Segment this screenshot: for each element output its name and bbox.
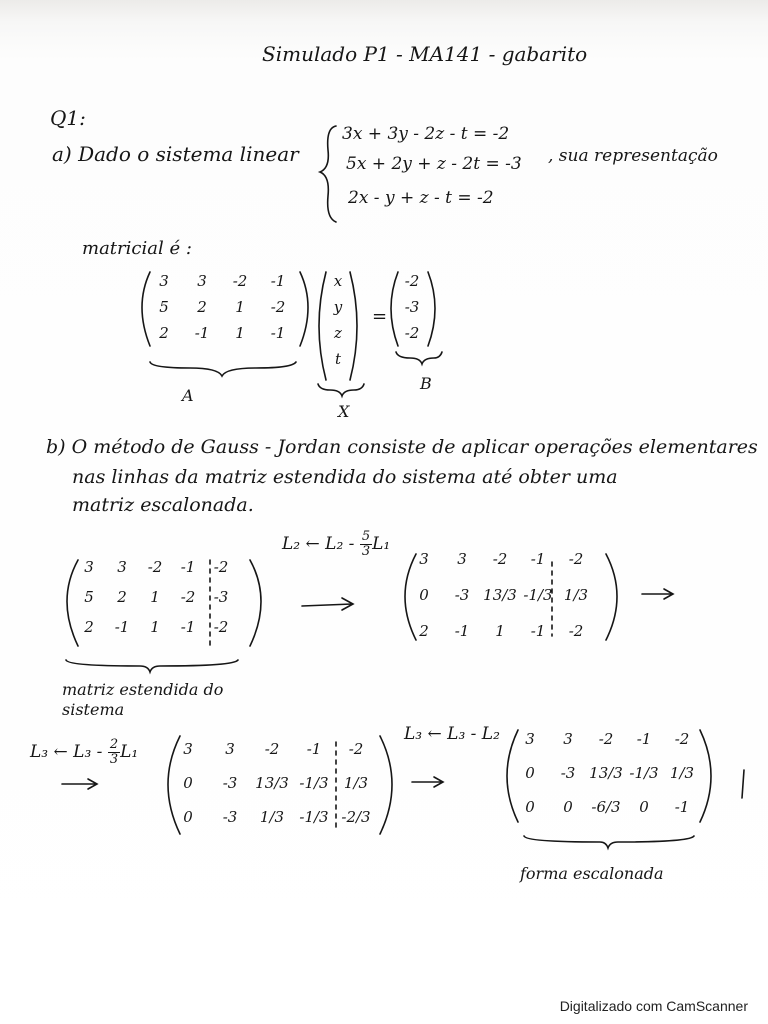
label-b: B [420, 374, 432, 393]
M4-cell-1-3: -1/3 [629, 764, 659, 782]
M2-cell-2-2: 1 [495, 622, 505, 640]
matA-cell-2-1: -1 [194, 324, 210, 342]
op2-num: 2 [109, 737, 119, 752]
label-x: X [338, 402, 350, 421]
M3-cell-0-4: -2 [348, 740, 364, 758]
M4-cell-0-1: 3 [563, 730, 573, 748]
scanner-footer: Digitalizado com CamScanner [559, 998, 748, 1014]
M1-cell-2-1: -1 [114, 618, 130, 636]
M2-cell-0-4: -2 [568, 550, 584, 568]
M2-cell-1-1: -3 [454, 586, 470, 604]
M4-cell-1-4: 1/3 [669, 764, 695, 782]
M1-cell-1-0: 5 [84, 588, 94, 606]
M3-cell-1-1: -3 [222, 774, 238, 792]
matrix-a-left-bracket [142, 272, 150, 346]
M4-cell-2-2: -6/3 [591, 798, 621, 816]
M3-cell-2-3: -1/3 [299, 808, 329, 826]
M1-cell-1-3: -2 [180, 588, 196, 606]
M4-cell-2-3: 0 [639, 798, 649, 816]
M3-cell-1-3: -1/3 [299, 774, 329, 792]
row-operation-3: L₃ ← L₃ - L₂ [404, 724, 500, 744]
M2-cell-2-1: -1 [454, 622, 470, 640]
matA-cell-0-3: -1 [270, 272, 286, 290]
matA-cell-1-1: 2 [197, 298, 207, 316]
page-title: Simulado P1 - MA141 - gabarito [262, 42, 588, 66]
vector-x-right-bracket [350, 272, 357, 380]
M3-cell-1-4: 1/3 [343, 774, 369, 792]
m1-left-bracket [67, 560, 78, 646]
M1-cell-2-4: -2 [213, 618, 229, 636]
M4-cell-0-4: -2 [674, 730, 690, 748]
M2-cell-0-2: -2 [492, 550, 508, 568]
M4-cell-1-2: 13/3 [589, 764, 623, 782]
M1-cell-0-2: -2 [147, 558, 163, 576]
m2-right-bracket [606, 554, 617, 640]
arrow-2 [642, 589, 673, 599]
M3-cell-0-0: 3 [183, 740, 193, 758]
m4-left-bracket [507, 730, 518, 822]
M2-cell-1-2: 13/3 [483, 586, 517, 604]
M1-cell-2-0: 2 [84, 618, 94, 636]
M4-cell-2-0: 0 [525, 798, 535, 816]
m4-right-bracket [700, 730, 711, 822]
equation-1: 3x + 3y - 2z - t = -2 [342, 124, 510, 144]
M3-cell-2-0: 0 [183, 808, 193, 826]
matA-cell-0-0: 3 [159, 272, 169, 290]
vecB-entry-1: -3 [404, 298, 420, 316]
matA-cell-1-0: 5 [159, 298, 169, 316]
matricial-label: matricial é : [82, 238, 192, 259]
vector-x-left-bracket [319, 272, 326, 380]
m1-right-bracket [250, 560, 261, 646]
part-b-line-1: b) O método de Gauss - Jordan consiste de aplicar operações elementares [46, 436, 758, 458]
vector-b-left-bracket [391, 272, 398, 346]
op1-den: 3 [361, 544, 371, 559]
m3-left-bracket [168, 736, 180, 834]
M3-cell-0-3: -1 [306, 740, 322, 758]
M1-cell-0-0: 3 [84, 558, 94, 576]
M2-cell-0-1: 3 [457, 550, 467, 568]
M4-cell-1-0: 0 [525, 764, 535, 782]
M3-cell-2-4: -2/3 [341, 808, 371, 826]
op1-text: L₂ ← L₂ - [282, 534, 360, 554]
M1-cell-2-2: 1 [150, 618, 160, 636]
arrow-3 [62, 779, 97, 789]
M3-cell-0-1: 3 [225, 740, 235, 758]
op2-end: L₁ [120, 742, 139, 762]
op1-num: 5 [361, 529, 371, 544]
M4-cell-0-3: -1 [636, 730, 652, 748]
M4-cell-0-0: 3 [525, 730, 535, 748]
M2-cell-2-0: 2 [419, 622, 429, 640]
vecX-entry-1: y [333, 298, 343, 316]
matA-cell-1-3: -2 [270, 298, 286, 316]
M1-cell-1-2: 1 [150, 588, 160, 606]
M1-cell-0-1: 3 [117, 558, 127, 576]
underbrace-x [318, 384, 364, 396]
underbrace-m4 [524, 836, 694, 848]
m3-right-bracket [380, 736, 392, 834]
M1-cell-2-3: -1 [180, 618, 196, 636]
part-b-line-3: matriz escalonada. [72, 494, 254, 516]
m2-left-bracket [405, 554, 416, 640]
vecX-entry-3: t [334, 350, 342, 368]
M4-cell-1-1: -3 [560, 764, 576, 782]
vector-b-right-bracket [428, 272, 435, 346]
label-echelon-form: forma escalonada [520, 864, 664, 883]
M4-cell-2-1: 0 [563, 798, 573, 816]
equation-3: 2x - y + z - t = -2 [348, 188, 494, 208]
M3-cell-0-2: -2 [264, 740, 280, 758]
M4-cell-2-4: -1 [674, 798, 690, 816]
vecX-entry-2: z [334, 324, 342, 342]
M3-cell-1-0: 0 [183, 774, 193, 792]
vecB-entry-0: -2 [404, 272, 420, 290]
question-label: Q1: [50, 106, 86, 130]
M2-cell-2-4: -2 [568, 622, 584, 640]
matA-cell-2-2: 1 [235, 324, 245, 342]
underbrace-m1 [66, 660, 238, 672]
M2-cell-0-0: 3 [419, 550, 429, 568]
matrix-a-right-bracket [300, 272, 308, 346]
M2-cell-1-3: -1/3 [523, 586, 553, 604]
M1-cell-1-1: 2 [117, 588, 127, 606]
underbrace-b [396, 352, 442, 364]
equation-2: 5x + 2y + z - 2t = -3 [346, 154, 522, 174]
M3-cell-2-1: -3 [222, 808, 238, 826]
matA-cell-0-2: -2 [232, 272, 248, 290]
matA-cell-2-0: 2 [159, 324, 169, 342]
M2-cell-0-3: -1 [530, 550, 546, 568]
margin-mark [742, 770, 744, 798]
op2-den: 3 [109, 752, 119, 767]
part-b-line-2: nas linhas da matriz estendida do sistema até obter uma [72, 466, 618, 488]
M1-cell-1-4: -3 [213, 588, 229, 606]
M1-cell-0-3: -1 [180, 558, 196, 576]
matA-cell-1-2: 1 [235, 298, 245, 316]
M2-cell-1-0: 0 [419, 586, 429, 604]
M2-cell-2-3: -1 [530, 622, 546, 640]
vecB-entry-2: -2 [404, 324, 420, 342]
equals-sign: = [372, 306, 388, 327]
M1-cell-0-4: -2 [213, 558, 229, 576]
M3-cell-2-2: 1/3 [259, 808, 285, 826]
part-a-intro: a) Dado o sistema linear [52, 142, 299, 166]
vecX-entry-0: x [333, 272, 343, 290]
M4-cell-0-2: -2 [598, 730, 614, 748]
M3-cell-1-2: 13/3 [255, 774, 289, 792]
label-extended-matrix: matriz estendida do sistema [62, 680, 224, 719]
part-a-tail: , sua representação [548, 146, 718, 166]
M2-cell-1-4: 1/3 [563, 586, 589, 604]
arrow-4 [412, 777, 443, 787]
op1-end: L₁ [372, 534, 391, 554]
matA-cell-0-1: 3 [197, 272, 207, 290]
underbrace-a [150, 362, 296, 376]
op2-text: L₃ ← L₃ - [30, 742, 108, 762]
label-a: A [182, 386, 194, 405]
matA-cell-2-3: -1 [270, 324, 286, 342]
system-brace [320, 126, 336, 222]
arrow-1 [302, 598, 353, 610]
